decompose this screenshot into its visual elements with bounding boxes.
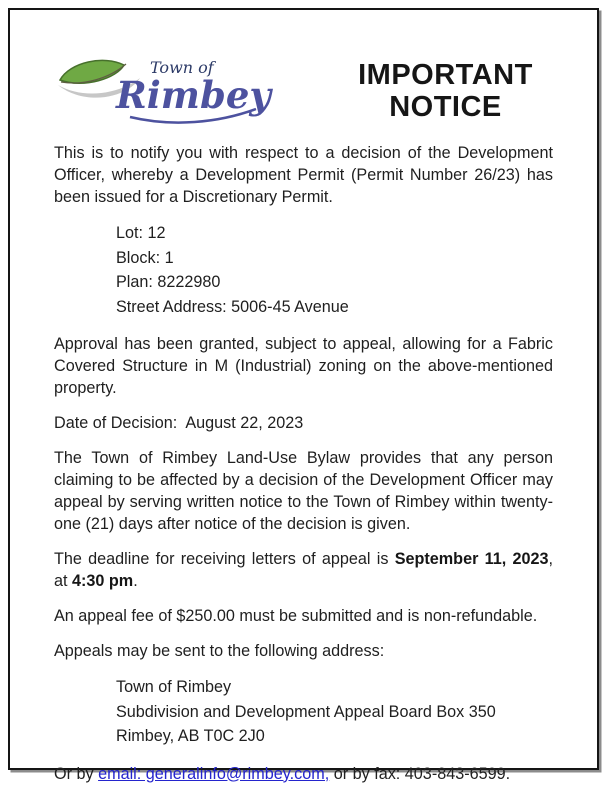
contact-line xyxy=(54,763,553,785)
contact-prefix: Or by xyxy=(54,764,99,783)
appeal-address-line1: Town of Rimbey xyxy=(116,678,232,696)
deadline-date: September 11, 2023 xyxy=(394,550,549,568)
notice-border-frame xyxy=(8,8,599,783)
property-details xyxy=(116,221,553,319)
appeal-address-line2: Subdivision and Development Appeal Board Box 350 xyxy=(116,702,496,721)
appeals-intro-line: Appeals may be sent to the following address: xyxy=(54,642,385,660)
deadline-prefix: The deadline for receiving letters of appeal is xyxy=(54,550,395,568)
deadline-time: 4:30 pm xyxy=(72,572,134,590)
deadline-suffix: . xyxy=(133,572,138,590)
logo-name-text: Rimbey xyxy=(116,73,271,117)
appeal-address-line3: Rimbey, AB T0C 2J0 xyxy=(116,727,265,745)
property-street-address: Street Address: 5006-45 Avenue xyxy=(116,297,349,316)
decision-date-line: Date of Decision: August 22, 2023 xyxy=(54,414,304,432)
approval-paragraph: Approval has been granted, subject to appeal, allowing for a Fabric Covered Structure in M (Industrial) zoning on the above-mentioned property. xyxy=(54,335,553,397)
rimbey-logo xyxy=(54,54,271,128)
contact-suffix: or by fax: 403-843-6599. xyxy=(329,764,511,783)
deadline-paragraph xyxy=(54,548,553,592)
property-plan: Plan: 8222980 xyxy=(116,273,221,291)
notice-title-line1: IMPORTANT xyxy=(358,59,533,91)
email-link[interactable]: email: generalinfo@rimbey.com, xyxy=(98,764,330,783)
notice-title-line2: NOTICE xyxy=(389,91,502,123)
logo-town-of-text: Town of xyxy=(150,58,214,77)
property-block: Block: 1 xyxy=(116,248,174,267)
property-lot: Lot: 12 xyxy=(116,224,166,242)
fee-line: An appeal fee of $250.00 must be submitted and is non-refundable. xyxy=(54,607,538,625)
notice-title xyxy=(338,59,553,123)
appeal-address xyxy=(116,675,553,749)
bylaw-paragraph: The Town of Rimbey Land-Use Bylaw provides that any person claiming to be affected by a decision of the Development Officer may appeal by serving written notice to the Town of Rimbey within twenty-one (21) days after notice of the decision is given. xyxy=(54,449,553,533)
intro-paragraph: This is to notify you with respect to a decision of the Development Officer, whereby a Development Permit (Permit Number 26/23) has been issued for a Discretionary Permit. xyxy=(54,144,553,206)
header xyxy=(54,54,553,128)
deadline-mid: , at xyxy=(54,550,553,590)
